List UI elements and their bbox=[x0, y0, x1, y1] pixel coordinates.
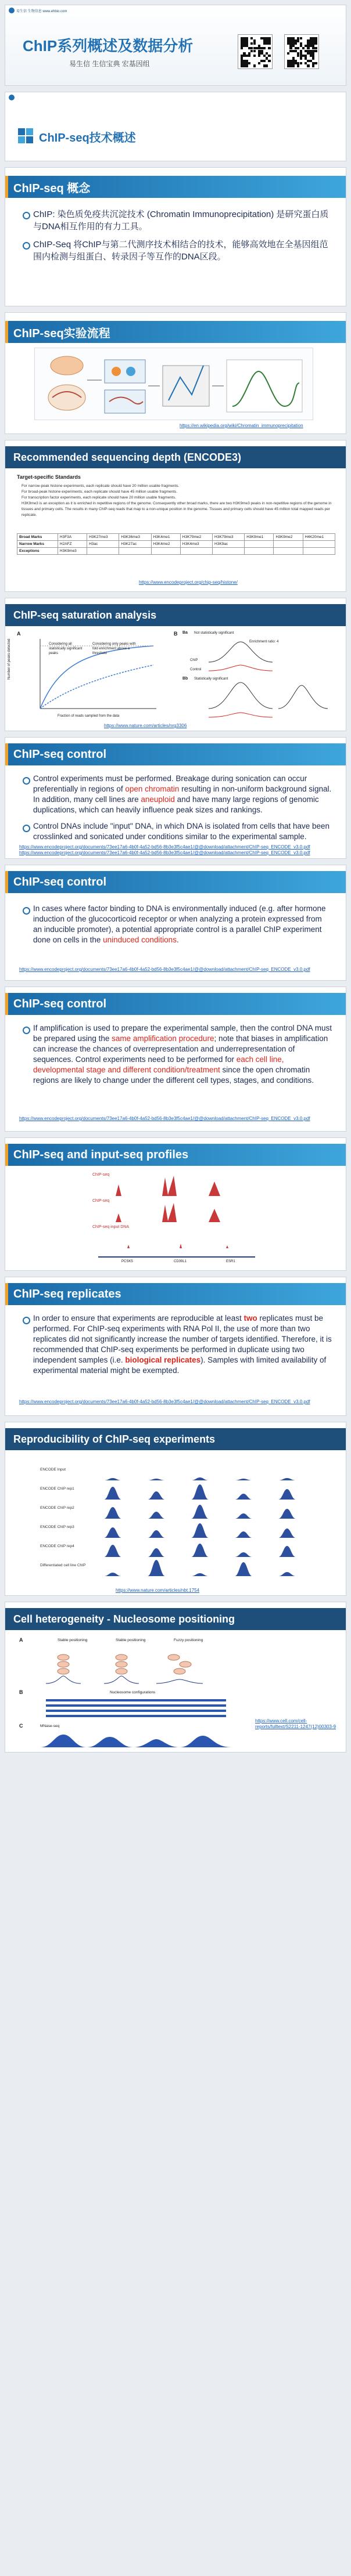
saturation-link[interactable]: https://www.nature.com/articles/nrg3306 bbox=[104, 723, 187, 728]
page-title: ChIP系列概述及数据分析 bbox=[23, 37, 194, 55]
control3-bullet-1 bbox=[23, 1023, 332, 1086]
slide-title: ChIP-seq 概念 bbox=[13, 182, 91, 195]
slide-title-bar bbox=[5, 993, 346, 1015]
text-span: ). Samples with limited availability of experimental material might be exempted. bbox=[33, 1356, 327, 1375]
table-cell bbox=[274, 541, 303, 548]
table-row-header: Broad Marks bbox=[17, 534, 58, 541]
slide-title: ChIP-seq实验流程 bbox=[13, 327, 110, 340]
qr-cell bbox=[253, 42, 256, 45]
depth-points bbox=[17, 483, 334, 518]
panel-bb-label: Bb bbox=[182, 677, 188, 681]
table-cell bbox=[213, 548, 245, 555]
slide-title-bar bbox=[5, 871, 346, 893]
table-cell: H3K4me3 bbox=[180, 541, 212, 548]
table-cell: H3K4me1 bbox=[151, 534, 180, 541]
qr-cell bbox=[287, 52, 289, 55]
col-label-2: Stable positioning bbox=[116, 1638, 146, 1642]
qr-cell bbox=[312, 64, 314, 67]
positioning-panel bbox=[40, 1646, 232, 1686]
slide-title-bar bbox=[5, 1283, 346, 1305]
saturation-label-a2: Considering only peaks with fold enrichment above a threshold bbox=[92, 642, 136, 655]
table-cell bbox=[303, 541, 335, 548]
qr-cell bbox=[307, 64, 309, 67]
signal-track bbox=[89, 1523, 310, 1538]
slide-title-bar bbox=[5, 743, 346, 765]
profiles-tracks bbox=[92, 1173, 261, 1260]
depth-point-4: H3K9me3 is an exception as it is enriched in repetitive regions of the genome. Consequently other broad marks, there are two H3K9me3 peaks in non-repetitive regions of the genome in tissues and primary cells. The results in many ChIP-seq reads that map to a non-unique position in the genome. Tissues and primary cells should have 45 million total mapped reads per replicate. bbox=[22, 501, 332, 517]
text-span: since the open chromatin regions are likely to change under the different cell types, stages, and conditions. bbox=[33, 1065, 314, 1085]
replicates-body bbox=[23, 1313, 332, 1382]
qr-code-1 bbox=[238, 34, 273, 69]
workflow-link[interactable]: https://en.wikipedia.org/wiki/Chromatin_immunoprecipitation bbox=[180, 423, 303, 428]
replicates-bullet-1 bbox=[23, 1313, 332, 1376]
slide-title-bar bbox=[5, 446, 346, 468]
table-cell bbox=[87, 548, 119, 555]
slide-title: Reproducibility of ChIP-seq experiments bbox=[13, 1433, 216, 1445]
section-cover-card bbox=[5, 92, 346, 161]
text-span: and have many large regions of genomic duplications, which can heavily influence peak sizes and rankings. bbox=[33, 795, 319, 814]
reproducibility-tracks bbox=[89, 1463, 310, 1585]
control2-link[interactable]: https://www.encodeproject.org/documents/73ee17a6-4b0f-4a52-bd56-8b3e3f5c4ae1/@@download/attachment/ChIP-seq_ENCODE_v3.0.pdf bbox=[19, 967, 310, 972]
qr-cell bbox=[258, 55, 260, 57]
table-cell bbox=[274, 548, 303, 555]
text-span: resulting in non-uniform background signal. In addition, many cell lines are bbox=[33, 785, 332, 804]
row-label: ENCODE ChIP rep4 bbox=[40, 1544, 74, 1548]
depth-point-1: For narrow-peak histone experiments, each replicate should have 20 million usable fragments. bbox=[22, 484, 180, 488]
slide-title: Recommended sequencing depth (ENCODE3) bbox=[13, 451, 242, 463]
qr-cell bbox=[295, 42, 297, 45]
qr-cell bbox=[300, 37, 302, 39]
depth-subtitle: Target-specific Standards bbox=[17, 474, 81, 480]
text-span: If amplification is used to prepare the experimental sample, then the control DNA must be prepared using the bbox=[33, 1024, 332, 1043]
slide-title-bar bbox=[5, 1608, 346, 1630]
table-cell: H3K9me2 bbox=[274, 534, 303, 541]
fold-enrichment-label: Enrichment ratio: 4 bbox=[249, 640, 279, 644]
table-cell bbox=[119, 548, 151, 555]
org-logo-text: 易生信 生物信息 www.ehbio.com bbox=[16, 9, 67, 13]
slide-title: ChIP-seq control bbox=[13, 875, 107, 888]
signal-track bbox=[89, 1560, 310, 1576]
panel-bb-title: Statistically significant bbox=[194, 677, 228, 681]
qr-cell bbox=[297, 64, 299, 67]
track-label-1: ChIP-seq bbox=[92, 1173, 110, 1177]
highlight-span: open chromatin bbox=[125, 785, 180, 793]
org-logo-icon bbox=[9, 95, 15, 100]
gene-label-1: PCSK5 bbox=[121, 1260, 133, 1263]
table-row bbox=[17, 548, 335, 555]
qr-cell bbox=[266, 64, 268, 67]
qr-cell bbox=[314, 42, 317, 45]
slide-title: ChIP-seq and input-seq profiles bbox=[13, 1148, 189, 1161]
row-label: ENCODE ChIP rep3 bbox=[40, 1525, 74, 1529]
table-cell: H3K79me3 bbox=[213, 534, 245, 541]
title-accent bbox=[5, 743, 8, 765]
signal-track bbox=[89, 1477, 310, 1480]
slide-title: ChIP-seq saturation analysis bbox=[13, 609, 157, 621]
slide-title-bar bbox=[5, 604, 346, 626]
qr-cell bbox=[248, 62, 250, 64]
org-logo-icon bbox=[9, 8, 15, 13]
title-accent bbox=[5, 321, 8, 343]
table-cell: H4K20me1 bbox=[303, 534, 335, 541]
qr-cell bbox=[268, 55, 270, 57]
qr-cell bbox=[312, 57, 314, 59]
page-footer bbox=[5, 1758, 346, 2571]
title-accent bbox=[5, 993, 8, 1015]
reproducibility-row-labels bbox=[40, 1468, 87, 1583]
table-cell: H3K27me3 bbox=[87, 534, 119, 541]
qr-cell bbox=[300, 57, 302, 59]
control-label: Control bbox=[190, 668, 202, 671]
table-row bbox=[17, 541, 335, 548]
qr-cell bbox=[268, 60, 270, 62]
slide-title-bar bbox=[5, 321, 346, 343]
slide-title: Cell heterogeneity - Nucleosome positioning bbox=[13, 1613, 235, 1625]
depth-point-3: For transcription factor experiments, each replicate should have 20 million usable fragments. bbox=[22, 496, 176, 500]
table-cell: H2AFZ bbox=[58, 541, 87, 548]
control1-link-2[interactable]: https://www.encodeproject.org/documents/73ee17a6-4b0f-4a52-bd56-8b3e3f5c4ae1/@@download/attachment/ChIP-seq_ENCODE_v3.0.pdf bbox=[19, 850, 310, 855]
workflow-figure bbox=[34, 348, 313, 420]
panel-ba-title: Not statistically significant bbox=[194, 631, 234, 635]
control3-body bbox=[23, 1023, 332, 1092]
saturation-ylabel: Number of peaks detected bbox=[8, 638, 11, 680]
qr-cell bbox=[263, 60, 266, 62]
concept-bullet-1: ChIP: 染色质免疫共沉淀技术 (Chromatin Immunoprecipitation) 是研究蛋白质与DNA相互作用的有力工具。 bbox=[23, 208, 332, 233]
panel-b-label: B bbox=[19, 1689, 23, 1695]
control3-link[interactable]: https://www.encodeproject.org/documents/73ee17a6-4b0f-4a52-bd56-8b3e3f5c4ae1/@@download/attachment/ChIP-seq_ENCODE_v3.0.pdf bbox=[19, 1116, 310, 1121]
table-row-header: Narrow Marks bbox=[17, 541, 58, 548]
reproducibility-card bbox=[5, 1422, 346, 1596]
table-cell: H3K9me1 bbox=[245, 534, 274, 541]
col-label-3: Fuzzy positioning bbox=[174, 1638, 203, 1642]
table-cell: H3K27ac bbox=[119, 541, 151, 548]
control1-body bbox=[23, 774, 332, 848]
replicates-card bbox=[5, 1277, 346, 1416]
depth-link[interactable]: https://www.encodeproject.org/chip-seq/histone/ bbox=[139, 580, 238, 585]
org-logo bbox=[9, 95, 15, 100]
track-label-2: ChIP-seq bbox=[92, 1199, 110, 1203]
profiles-card bbox=[5, 1137, 346, 1271]
highlight-span: same amplification procedure bbox=[112, 1034, 214, 1043]
saturation-xlabel: Fraction of reads sampled from the data bbox=[58, 714, 120, 718]
control2-body bbox=[23, 904, 332, 951]
qr-cell bbox=[268, 47, 270, 49]
table-cell: H3K9ac bbox=[213, 541, 245, 548]
table-cell: H3K36me3 bbox=[119, 534, 151, 541]
text-span: replicates must be performed. For ChIP-seq experiments with RNA Pol II, the use of more than two replicates did not significantly increase the number of targets identified. Therefore, it is recommended that ChIP-seq experiments be performed in duplicate using two independent samples (i.e. bbox=[33, 1314, 332, 1364]
signal-track bbox=[89, 1544, 310, 1557]
qr-cell bbox=[241, 47, 243, 49]
control2-bullet-1 bbox=[23, 904, 332, 945]
depth-point-2: For broad-peak histone experiments, each replicate should have 45 million usable fragments. bbox=[22, 490, 178, 494]
qr-cell bbox=[314, 62, 317, 64]
slide-title-bar bbox=[5, 176, 346, 198]
gene-label-2: CD39L1 bbox=[174, 1260, 187, 1263]
control1-bullet-1 bbox=[23, 774, 332, 815]
table-cell bbox=[245, 548, 274, 555]
section-cover-title: ChIP-seq技术概述 bbox=[39, 132, 136, 144]
table-cell bbox=[303, 548, 335, 555]
row-label: Differentiated cell line ChIP bbox=[40, 1563, 86, 1567]
row-label: ENCODE ChIP rep2 bbox=[40, 1506, 74, 1510]
row-label: ENCODE ChIP rep1 bbox=[40, 1487, 74, 1491]
panel-c-title: MNase-seq bbox=[40, 1724, 60, 1728]
slide-title-bar bbox=[5, 1428, 346, 1450]
panel-ba-label: Ba bbox=[182, 631, 188, 635]
qr-cell bbox=[253, 64, 256, 67]
table-cell bbox=[180, 548, 212, 555]
signal-track bbox=[89, 1484, 310, 1500]
table-row bbox=[17, 534, 335, 541]
highlight-span: uninduced conditions bbox=[103, 935, 177, 944]
control1-bullet-2: Control DNAs include "input" DNA, in which DNA is isolated from cells that have been crosslinked and sonicated under conditions similar to the experimental sample. bbox=[23, 821, 332, 842]
table-cell bbox=[151, 548, 180, 555]
highlight-span: biological replicates bbox=[125, 1356, 201, 1364]
marks-table bbox=[17, 533, 335, 555]
chip-label: ChIP bbox=[190, 659, 198, 662]
title-accent bbox=[5, 1144, 8, 1166]
table-cell: H3ac bbox=[87, 541, 119, 548]
panel-c-label: C bbox=[19, 1723, 23, 1729]
control2-card bbox=[5, 865, 346, 981]
table-cell bbox=[245, 541, 274, 548]
qr-cell bbox=[268, 42, 270, 45]
qr-cell bbox=[253, 55, 256, 57]
slide-title: ChIP-seq control bbox=[13, 997, 107, 1010]
reproducibility-link[interactable]: https://www.nature.com/articles/nbt.1754 bbox=[116, 1588, 200, 1593]
text-span: ; note that biases in amplification can increase the chances of overrepresentation and underrepresentation of sequences. Control experiments need to be performed for bbox=[33, 1034, 328, 1064]
depth-card bbox=[5, 440, 346, 592]
control1-card bbox=[5, 737, 346, 859]
peak-comparison-figure bbox=[185, 630, 336, 729]
title-accent bbox=[5, 871, 8, 893]
row-label: ENCODE Input bbox=[40, 1468, 66, 1472]
replicates-link[interactable]: https://www.encodeproject.org/documents/73ee17a6-4b0f-4a52-bd56-8b3e3f5c4ae1/@@download/attachment/ChIP-seq_ENCODE_v3.0.pdf bbox=[19, 1399, 310, 1404]
heterogeneity-card bbox=[5, 1602, 346, 1753]
control3-card bbox=[5, 987, 346, 1132]
panel-b-label: B bbox=[174, 631, 178, 637]
table-cell: H3F3A bbox=[58, 534, 87, 541]
title-accent bbox=[5, 1283, 8, 1305]
signal-track bbox=[89, 1505, 310, 1519]
text-span: In order to ensure that experiments are reproducible at least bbox=[33, 1314, 244, 1323]
qr-cell bbox=[253, 50, 256, 52]
qr-cell bbox=[292, 64, 295, 67]
panel-a-label: A bbox=[19, 1637, 23, 1643]
title-accent bbox=[5, 176, 8, 198]
table-row-header: Exceptions bbox=[17, 548, 58, 555]
table-cell: H3K4me2 bbox=[151, 541, 180, 548]
track-label-3: ChIP-seq input DNA bbox=[92, 1225, 130, 1229]
qr-code-2 bbox=[284, 34, 319, 69]
heterogeneity-link[interactable]: https://www.cell.com/cell-reports/fulltext/S2211-1247(12)00303-9 bbox=[255, 1718, 336, 1729]
control1-link-1[interactable]: https://www.encodeproject.org/documents/73ee17a6-4b0f-4a52-bd56-8b3e3f5c4ae1/@@download/attachment/ChIP-seq_ENCODE_v3.0.pdf bbox=[19, 844, 310, 850]
workflow-diagram bbox=[35, 348, 314, 421]
header-card bbox=[5, 5, 346, 86]
org-logo bbox=[9, 8, 67, 13]
workflow-card bbox=[5, 312, 346, 434]
qr-cell bbox=[246, 64, 248, 67]
concept-card bbox=[5, 167, 346, 306]
qr-cell bbox=[300, 62, 302, 64]
slide-title-bar bbox=[5, 1144, 346, 1166]
text-span: . bbox=[176, 935, 179, 944]
highlight-span: aneuploid bbox=[141, 795, 175, 804]
highlight-span: each cell line, developmental stage and different condition/treatment bbox=[33, 1055, 284, 1074]
qr-cell bbox=[248, 55, 250, 57]
table-cell: H3K9me3 bbox=[58, 548, 87, 555]
mnase-panel bbox=[40, 1730, 232, 1750]
concept-body bbox=[23, 208, 332, 269]
saturation-card bbox=[5, 598, 346, 731]
panel-b-title: Nucleosome configurations bbox=[110, 1690, 156, 1695]
highlight-span: two bbox=[243, 1314, 257, 1323]
saturation-label-a1: Considering all statistically significant peaks bbox=[49, 642, 83, 655]
col-label-1: Stable positioning bbox=[58, 1638, 88, 1642]
text-span: In cases where factor binding to DNA is environmentally induced (e.g. after hormone induction of the glucocorticoid receptor or when analyzing a protein expressed from an inducible promoter), a potential appropriate control is a parallel ChIP experiment done on cells in the bbox=[33, 904, 326, 944]
qr-cell bbox=[263, 47, 266, 49]
gene-label-3: ESR1 bbox=[226, 1260, 235, 1263]
qr-cell bbox=[314, 50, 317, 52]
concept-bullet-2: ChIP-Seq 将ChIP与第二代测序技术相结合的技术，能够高效地在全基因组范围内检测与组蛋白、转录因子等互作的DNA区段。 bbox=[23, 239, 332, 263]
section-icon bbox=[17, 127, 34, 144]
slide-title: ChIP-seq control bbox=[13, 747, 107, 761]
slide-title: ChIP-seq replicates bbox=[13, 1287, 121, 1300]
panel-a-label: A bbox=[17, 631, 21, 637]
table-cell: H3K79me2 bbox=[180, 534, 212, 541]
configurations-panel bbox=[40, 1696, 232, 1719]
authors: 易生信 生信宝典 宏基因组 bbox=[69, 60, 150, 68]
qr-cell bbox=[258, 62, 260, 64]
text-span: Control experiments must be performed. Breakage during sonication can occur preferentially in regions of bbox=[33, 774, 307, 793]
